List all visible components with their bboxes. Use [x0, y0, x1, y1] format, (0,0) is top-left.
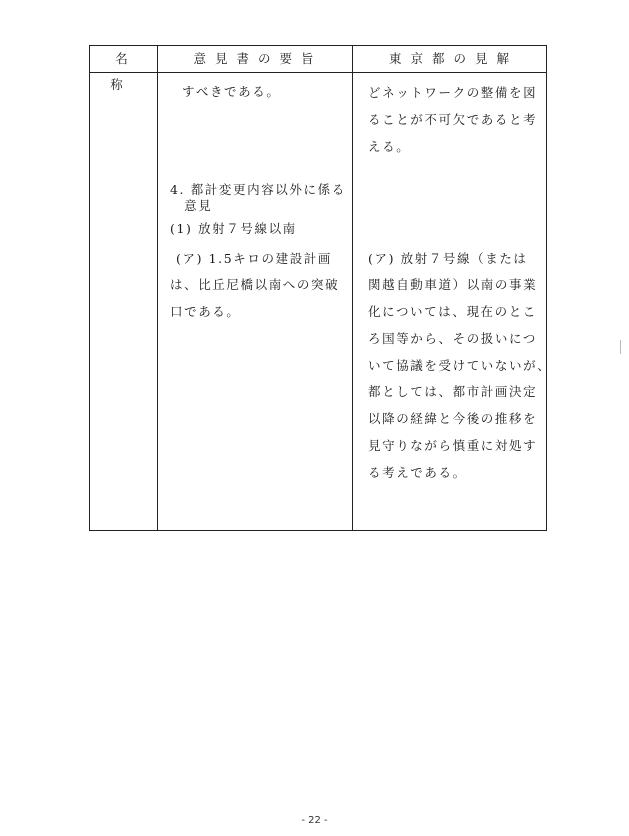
view-line: いて協議を受けていないが、 [368, 358, 552, 373]
view-line: る考えである。 [368, 465, 467, 480]
view-line: 見守りながら慎重に対処す [368, 438, 538, 453]
opinion-line: (ア) 1.5キロの建設計画 [176, 251, 333, 266]
opinion-line: は、比丘尼橋以南への突破 [170, 277, 340, 292]
view-line: える。 [368, 139, 411, 154]
view-line: ろ国等から、その扱いにつ [368, 331, 537, 346]
opinion-line: すべきである。 [182, 84, 281, 99]
view-line: ることが不可欠であると考 [368, 112, 538, 127]
opinion-line: (1) 放射７号線以南 [170, 221, 297, 236]
view-line: 関越自動車道）以南の事業 [368, 277, 538, 292]
opinion-table [89, 45, 552, 531]
page-number: - 22 - [301, 815, 328, 826]
scan-edge-mark [620, 340, 621, 354]
view-line: 都としては、都市計画決定 [368, 384, 538, 399]
header-name: 名 称 [110, 51, 142, 92]
opinion-line: 4. 都計変更内容以外に係る [170, 182, 346, 197]
view-line: (ア) 放射７号線（または [368, 251, 528, 266]
opinion-line: 口である。 [170, 304, 241, 319]
column-divider [157, 46, 158, 530]
opinion-line: 意見 [170, 198, 213, 213]
view-line: どネットワークの整備を図 [368, 85, 538, 100]
view-line: 化については、現在のとこ [368, 304, 537, 319]
view-line: 以降の経緯と今後の推移を [368, 411, 538, 426]
header-opinion-summary: 意見書の要旨 [193, 51, 323, 66]
header-tokyo-view: 東京都の見解 [388, 51, 518, 66]
column-divider [352, 46, 353, 530]
